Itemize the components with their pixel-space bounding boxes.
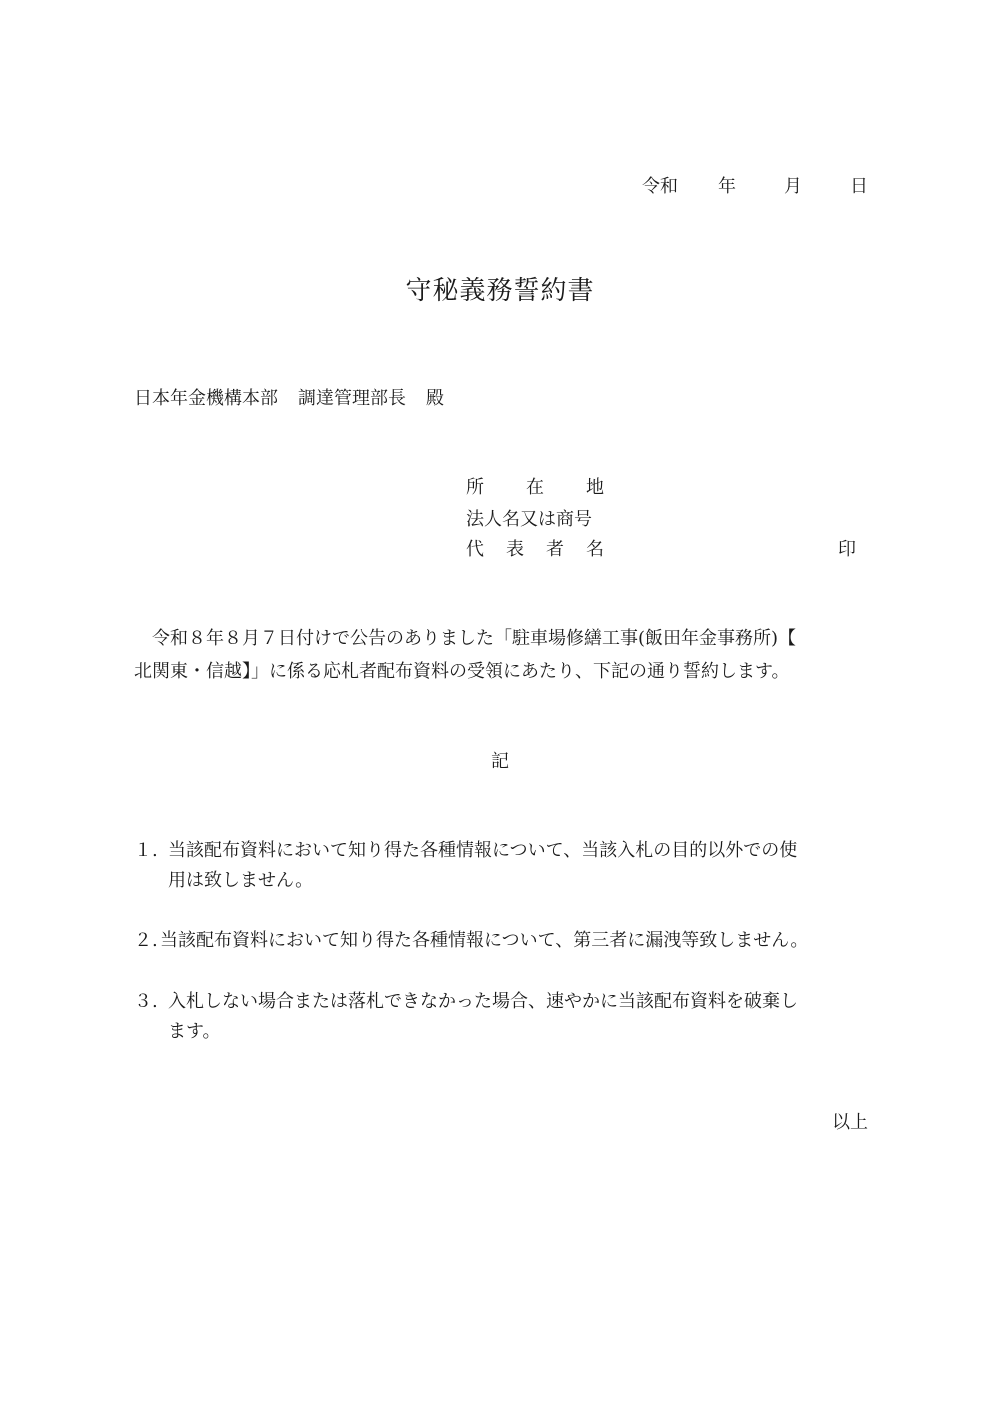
signer-rep-row — [466, 535, 604, 561]
addressee — [134, 384, 444, 410]
signer-address-row — [466, 473, 604, 499]
item-number: ３. — [134, 991, 158, 1012]
date-era: 令和 — [642, 176, 678, 197]
date-line — [642, 172, 868, 198]
body-paragraph — [134, 622, 870, 688]
item-number: １. — [134, 840, 158, 861]
list-item — [134, 926, 870, 956]
item-text-line-2: ます。 — [168, 1021, 221, 1042]
document-title: 守秘義務誓約書 — [405, 276, 595, 306]
body-line-1: 令和８年８月７日付けで公告のありました「駐車場修繕工事(飯田年金事務所)【 — [152, 628, 797, 649]
item-text-line-1: 当該配布資料において知り得た各種情報について、第三者に漏洩等致しません。 — [160, 930, 809, 951]
list-item — [134, 987, 870, 1047]
signer-rep-label: 代表者名 — [466, 539, 604, 560]
signer-address-label: 所在地 — [466, 477, 604, 498]
signer-company-row — [466, 505, 592, 531]
ki-heading: 記 — [491, 751, 509, 772]
item-number: ２. — [134, 930, 158, 951]
date-month-unit: 月 — [784, 176, 802, 197]
item-text-line-2: 用は致しません。 — [168, 870, 314, 891]
signer-company-label: 法人名又は商号 — [466, 509, 592, 530]
date-year-unit: 年 — [718, 176, 736, 197]
list-item — [134, 836, 870, 896]
item-text-line-1: 入札しない場合または落札できなかった場合、速やかに当該配布資料を破棄し — [168, 991, 798, 1012]
body-line-2: 北関東・信越】」に係る応札者配布資料の受領にあたり、下記の通り誓約します。 — [134, 661, 790, 682]
closing-text: 以上 — [832, 1112, 868, 1133]
item-text-line-1: 当該配布資料において知り得た各種情報について、当該入札の目的以外での使 — [168, 840, 798, 861]
date-day-unit: 日 — [850, 176, 868, 197]
seal-mark: 印 — [838, 539, 856, 560]
addressee-honorific: 殿 — [426, 388, 444, 409]
addressee-dept: 調達管理部長 — [298, 388, 406, 409]
addressee-org: 日本年金機構本部 — [134, 388, 278, 409]
